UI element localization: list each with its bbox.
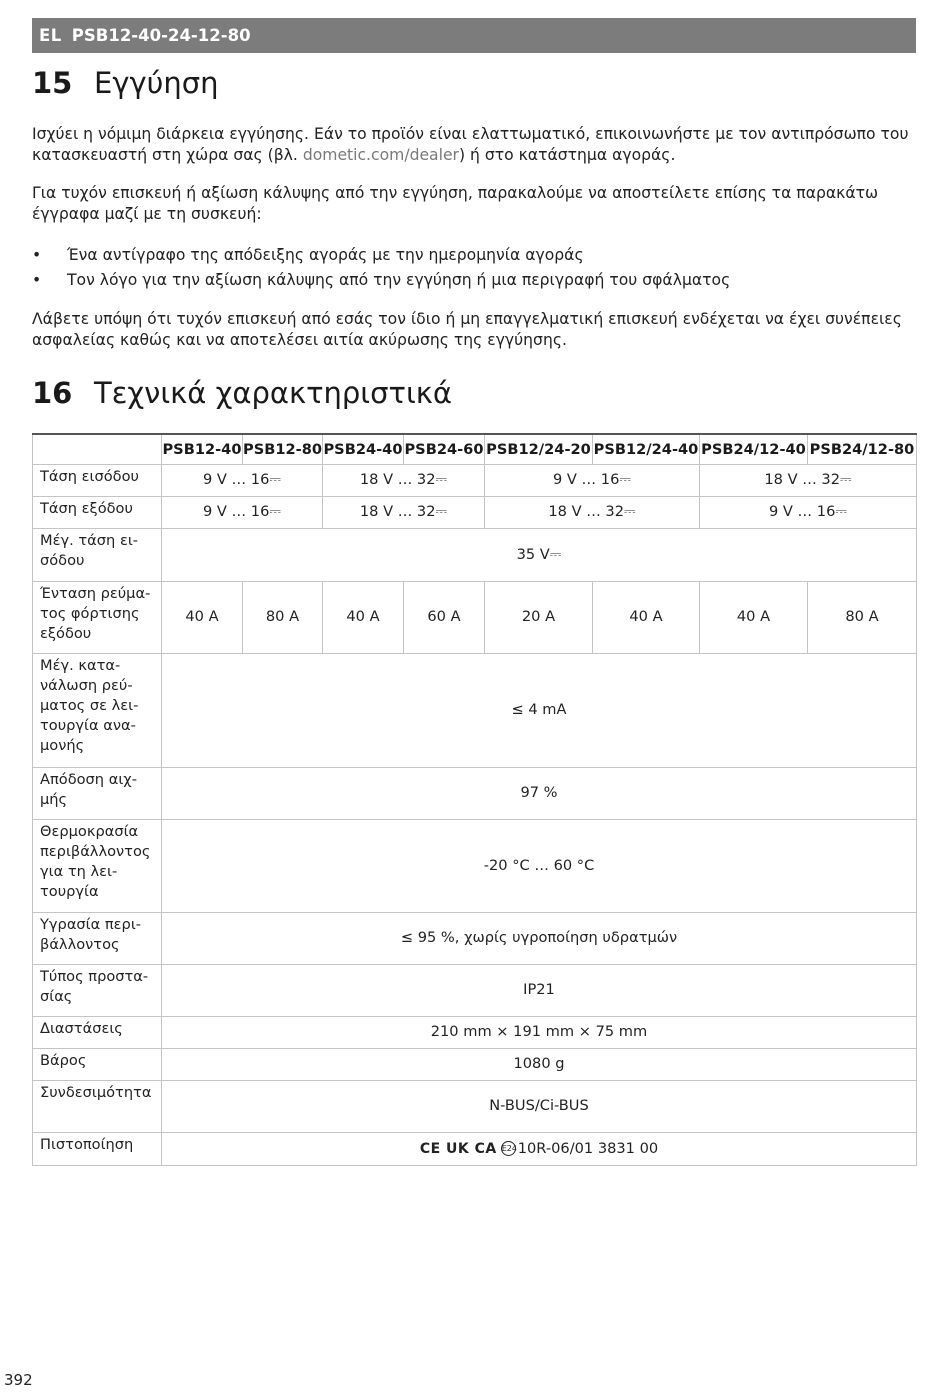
row-label: Βάρος (33, 1048, 162, 1080)
row-label: Μέγ. τάση εισόδου (33, 528, 162, 581)
row-label: Τύπος προστασίας (33, 964, 162, 1016)
page-number: 392 (4, 1371, 33, 1389)
cell-value: N-BUS/Ci-BUS (162, 1080, 917, 1132)
row-label: Μέγ. κατανάλωση ρεύματος σε λειτουργία αναμονής (33, 653, 162, 767)
cell-value: 35 V⎓ (162, 528, 917, 581)
row-label: Θερμοκρασία περιβάλλοντος για τη λειτουργία (33, 819, 162, 912)
dealer-link[interactable]: dometic.com/dealer (302, 146, 459, 164)
row-label: Υγρασία περιβάλλοντος (33, 912, 162, 964)
cell-value: 40 A (593, 581, 700, 653)
section-title-text: Εγγύηση (94, 66, 219, 100)
cell-value: 40 A (162, 581, 243, 653)
table-row (33, 1132, 917, 1165)
row-label: Ένταση ρεύματος φόρτισης εξόδου (33, 581, 162, 653)
warranty-paragraph-1 (32, 124, 912, 166)
cell-value: 40 A (700, 581, 808, 653)
row-label: Απόδοση αιχμής (33, 767, 162, 819)
language-code: EL (39, 26, 62, 45)
table-header-row (33, 434, 917, 464)
column-header: PSB12/24-20 (485, 434, 593, 464)
cell-value: 80 A (243, 581, 323, 653)
header-bar (32, 18, 916, 53)
cell-value: ≤ 4 mA (162, 653, 917, 767)
cell-value: ≤ 95 %, χωρίς υγροποίηση υδρατμών (162, 912, 917, 964)
column-header: PSB12-40 (162, 434, 243, 464)
cell-value: IP21 (162, 964, 917, 1016)
table-row (33, 912, 917, 964)
cell-value: 97 % (162, 767, 917, 819)
table-row (33, 1016, 917, 1048)
text: Ισχύει η νόμιμη διάρκεια εγγύησης. Εάν το προϊόν είναι ελαττωματικό, επικοινωνήστε με τον αντιπρόσωπο του κατασκευαστή στη χώρα σας (βλ. (32, 125, 909, 164)
table-row (33, 1080, 917, 1132)
column-header: PSB24/12-40 (700, 434, 808, 464)
cell-value: 80 A (808, 581, 917, 653)
cell-value (162, 1132, 917, 1165)
cell-value: 18 V … 32⎓ (485, 496, 700, 528)
section-title-text: Τεχνικά χαρακτηριστικά (94, 376, 452, 410)
column-header: PSB24-60 (404, 434, 485, 464)
row-label: Συνδεσιμότητα (33, 1080, 162, 1132)
row-label: Τάση εισόδου (33, 464, 162, 496)
approval-number: 10R-06/01 3831 00 (517, 1139, 659, 1157)
cell-value: 18 V … 32⎓ (323, 496, 485, 528)
table-row (33, 653, 917, 767)
cell-value: 18 V … 32⎓ (323, 464, 485, 496)
column-header: PSB12/24-40 (593, 434, 700, 464)
table-row (33, 528, 917, 581)
section-warranty-title (32, 66, 219, 100)
cell-value: 40 A (323, 581, 404, 653)
table-row (33, 1048, 917, 1080)
cell-value: 1080 g (162, 1048, 917, 1080)
cell-value: 18 V … 32⎓ (700, 464, 917, 496)
cell-value: 9 V … 16⎓ (700, 496, 917, 528)
text: ) ή στο κατάστημα αγοράς. (458, 146, 676, 164)
warranty-paragraph-2: Για τυχόν επισκευή ή αξίωση κάλυψης από την εγγύηση, παρακαλούμε να αποστείλετε επίσης τα παρακάτω έγγραφα μαζί με τη συσκευή: (32, 184, 879, 223)
model-name: PSB12-40-24-12-80 (71, 26, 251, 45)
warranty-documents-list (32, 243, 730, 293)
section-number: 16 (32, 376, 73, 410)
warranty-paragraph-3: Λάβετε υπόψη ότι τυχόν επισκευή από εσάς τον ίδιο ή μη επαγγελματική επισκευή ενδέχεται να έχει συνέπειες ασφαλείας καθώς και να αποτελέσει αιτία ακύρωσης της εγγύησης. (32, 310, 902, 349)
table-row (33, 581, 917, 653)
table-row (33, 964, 917, 1016)
column-header: PSB24-40 (323, 434, 404, 464)
list-item: • Ένα αντίγραφο της απόδειξης αγοράς με την ημερομηνία αγοράς (32, 243, 730, 268)
table-corner (33, 434, 162, 464)
row-label: Πιστοποίηση (33, 1132, 162, 1165)
column-header: PSB24/12-80 (808, 434, 917, 464)
e-mark-icon: E24 (501, 1141, 516, 1156)
cell-value: 9 V … 16⎓ (162, 464, 323, 496)
column-header: PSB12-80 (243, 434, 323, 464)
section-number: 15 (32, 66, 73, 100)
specs-table (32, 433, 917, 1166)
cell-value: 210 mm × 191 mm × 75 mm (162, 1016, 917, 1048)
table-row (33, 464, 917, 496)
cell-value: 9 V … 16⎓ (485, 464, 700, 496)
cell-value: -20 °C … 60 °C (162, 819, 917, 912)
cell-value: 60 A (404, 581, 485, 653)
table-row (33, 767, 917, 819)
table-row (33, 819, 917, 912)
ce-ukca-marks: CE UK CA (419, 1140, 497, 1157)
cell-value: 20 A (485, 581, 593, 653)
table-row (33, 496, 917, 528)
row-label: Διαστάσεις (33, 1016, 162, 1048)
list-item: • Τον λόγο για την αξίωση κάλυψης από την εγγύηση ή μια περιγραφή του σφάλματος (32, 268, 730, 293)
cell-value: 9 V … 16⎓ (162, 496, 323, 528)
section-specs-title (32, 376, 452, 410)
row-label: Τάση εξόδου (33, 496, 162, 528)
